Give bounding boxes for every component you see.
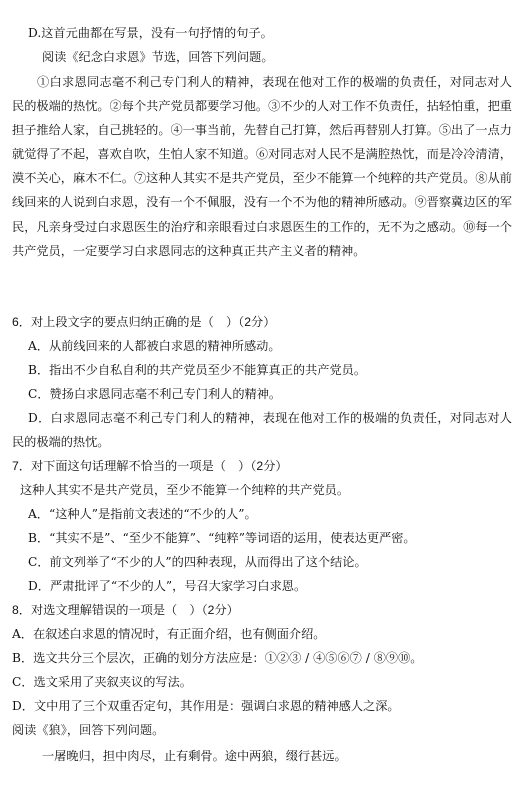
- question-8-option-a: A．在叙述白求恩的情况时，有正面介绍，也有侧面介绍。: [12, 627, 326, 641]
- question-7-quote: 这种人其实不是共产党员，至少不能算一个纯粹的共产党员。: [20, 483, 350, 497]
- question-7-option-d: D．严肃批评了“不少的人”，号召大家学习白求恩。: [28, 579, 307, 593]
- question-8-option-d: D．文中用了三个双重否定句，其作用是：强调白求恩的精神感人之深。: [12, 699, 400, 713]
- wolf-passage-first-line: 一屠晚归，担中肉尽，止有剩骨。途中两狼，缀行甚远。: [42, 749, 347, 763]
- question-6-stem: 6．对上段文字的要点归纳正确的是（ ）（2分）: [12, 315, 276, 329]
- wolf-reading-instruction: 阅读《狼》，回答下列问题。: [12, 723, 165, 737]
- question-7-option-b: B．“其实不是”、“至少不能算”、“纯粹”等词语的运用，使表达更严密。: [28, 531, 416, 545]
- reading-instruction: 阅读《纪念白求恩》节选，回答下列问题。: [42, 50, 274, 64]
- prev-question-option-d: D.这首元曲都在写景，没有一句抒情的句子。: [28, 26, 273, 40]
- question-7-option-a: A．“这种人”是指前文表述的“不少的人”。: [28, 507, 257, 521]
- question-8-option-b: B．选文共分三个层次，正确的划分方法应是：①②③ / ④⑤⑥⑦ / ⑧⑨⑩。: [12, 651, 423, 665]
- question-6-option-a: A．从前线回来的人都被白求恩的精神所感动。: [28, 339, 281, 353]
- question-6-option-c: C．赞扬白求恩同志毫不利己专门利人的精神。: [28, 387, 282, 401]
- question-6-option-b: B．指出不少自私自利的共产党员至少不能算真正的共产党员。: [28, 363, 367, 377]
- question-7-option-c: C．前文列举了“不少的人”的四种表现，从而得出了这个结论。: [28, 555, 367, 569]
- passage-text: ①白求恩同志毫不利己专门利人的精神，表现在他对工作的极端的负责任，对同志对人民的极端的热忱。②每个共产党员都要学习他。③不少的人对工作不负责任，拈轻怕重，把重担子推给人家，自己挑轻的。④一事当前，先替自己打算，然后再替别人打算。⑤出了一点力就觉得了不起，喜欢自吹，生怕人家不知道。⑥对同志对人民不是满腔热忱，而是冷冷清清，漠不关心，麻木不仁。⑦这种人其实不是共产党员，至少不能算一个纯粹的共产党员。⑧从前线回来的人说到白求恩，没有一个不佩服，没有一个不为他的精神所感动。⑨晋察冀边区的军民，凡亲身受过白求恩医生的治疗和亲眼看过白求恩医生的工作的，无不为之感动。⑩每一个共产党员，一定要学习白求恩同志的这种真正共产主义者的精神。: [12, 75, 512, 258]
- question-8-option-c: C．选文采用了夹叙夹议的写法。: [12, 675, 192, 689]
- question-6-option-d: D．白求恩同志毫不利己专门利人的精神，表现在他对工作的极端的负责任，对同志对人民的极端的热忱。: [12, 411, 512, 450]
- question-8-stem: 8．对选文理解错误的一项是（ ）（2分）: [12, 603, 239, 617]
- question-7-stem: 7．对下面这句话理解不恰当的一项是（ ）（2分）: [12, 459, 288, 473]
